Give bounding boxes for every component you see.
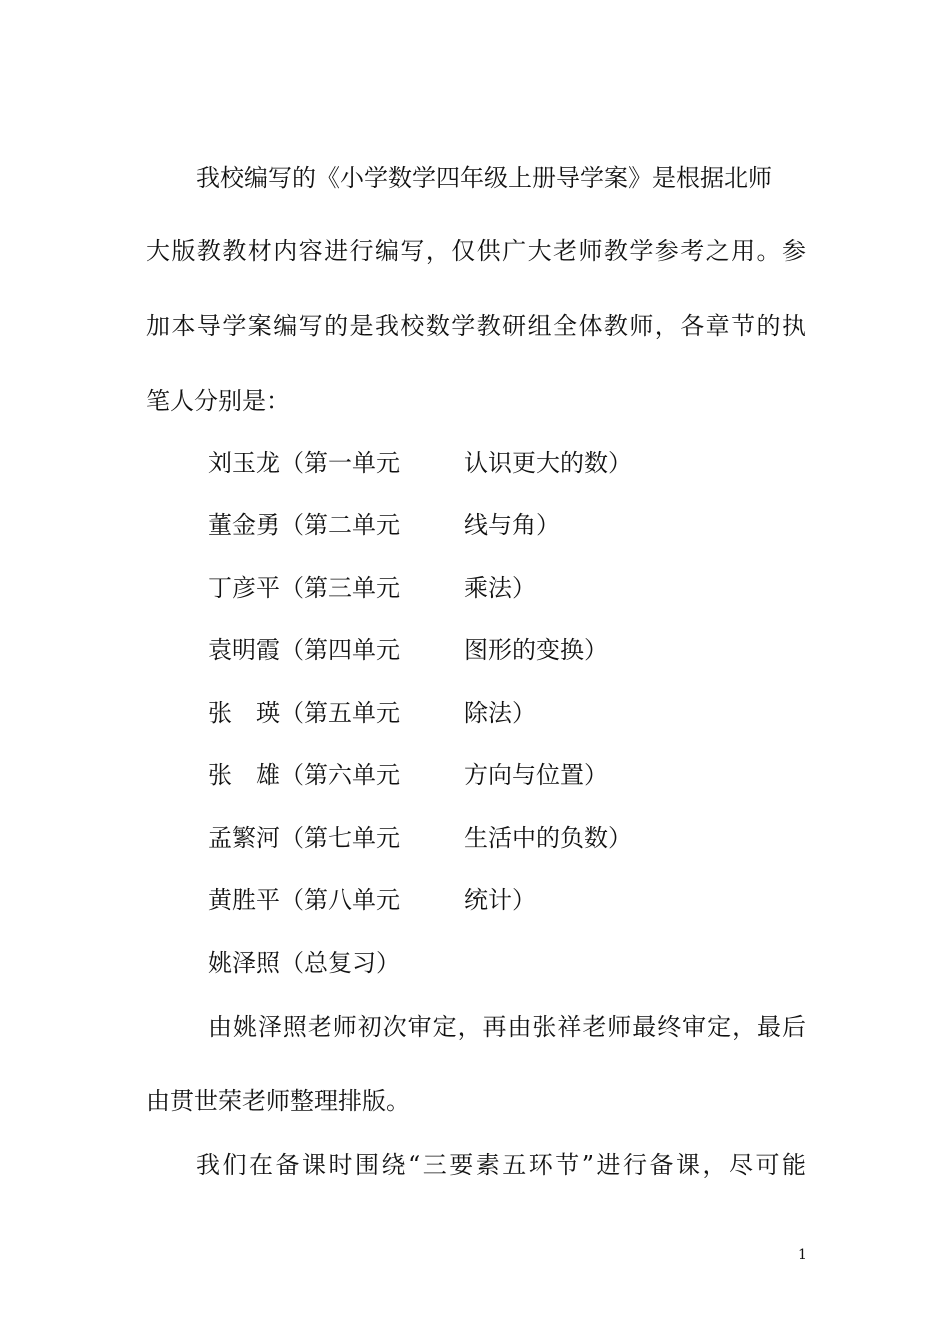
author-unit: （第六单元 (280, 761, 400, 789)
author-topic: 图形的变换） (464, 636, 608, 664)
author-unit: （第五单元 (280, 699, 400, 727)
author-name: 张 瑛 (208, 699, 280, 727)
page-number: 1 (798, 1247, 807, 1263)
author-name: 黄胜平 (208, 886, 280, 914)
author-name: 董金勇 (208, 511, 280, 539)
intro-line-3: 加本导学案编写的是我校数学教研组全体教师，各章节的执 (146, 312, 806, 340)
author-topic: 乘法） (464, 574, 536, 602)
intro-line-2: 大版教教材内容进行编写，仅供广大老师教学参考之用。参 (146, 237, 806, 265)
author-topic: 线与角） (464, 511, 560, 539)
author-unit: （第七单元 (280, 824, 400, 852)
author-name: 孟繁河 (208, 824, 280, 852)
author-topic: 认识更大的数） (464, 449, 632, 477)
review-line-2: 由贯世荣老师整理排版。 (146, 1087, 410, 1115)
author-topic: 方向与位置） (464, 761, 608, 789)
author-unit: （总复习） (280, 949, 400, 977)
author-unit: （第四单元 (280, 636, 400, 664)
review-line-1: 由姚泽照老师初次审定，再由张祥老师最终审定，最后 (208, 1013, 806, 1041)
intro-line-1: 我校编写的《小学数学四年级上册导学案》是根据北师 (196, 164, 772, 192)
author-unit: （第二单元 (280, 511, 400, 539)
author-topic: 生活中的负数） (464, 824, 632, 852)
author-name: 张 雄 (208, 761, 280, 789)
author-name: 袁明霞 (208, 636, 280, 664)
author-name: 丁彦平 (208, 574, 280, 602)
author-unit: （第一单元 (280, 449, 400, 477)
author-unit: （第三单元 (280, 574, 400, 602)
author-unit: （第八单元 (280, 886, 400, 914)
closing-line-1: 我们在备课时围绕“三要素五环节”进行备课，尽可能 (196, 1151, 806, 1179)
intro-line-4: 笔人分别是： (146, 387, 290, 415)
author-topic: 除法） (464, 699, 536, 727)
author-name: 刘玉龙 (208, 449, 280, 477)
author-name: 姚泽照 (208, 949, 280, 977)
author-topic: 统计） (464, 886, 536, 914)
